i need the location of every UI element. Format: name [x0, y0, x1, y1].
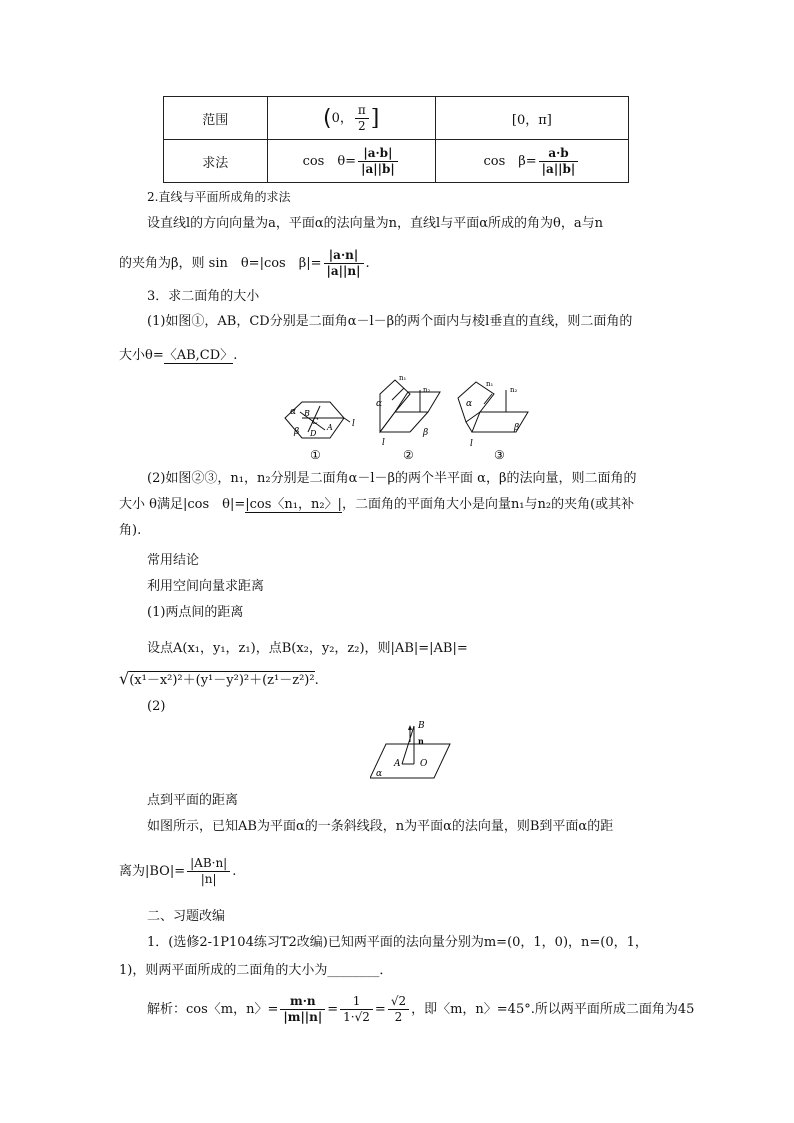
- label-A: A: [327, 423, 333, 432]
- table-cell: cos β= $\frac{a\cdot b}{|a||b|}$: [435, 140, 628, 183]
- label-C: C: [312, 417, 319, 426]
- label-B: B: [304, 409, 310, 418]
- sub-heading: 利用空间向量求距离: [147, 579, 265, 594]
- list-item: (2): [147, 699, 166, 714]
- paragraph-line: 设直线l的方向向量为a，平面α的法向量为n，直线l与平面α所成的角为θ，a与n: [147, 216, 603, 231]
- solution-line: 解析：cos〈m，n〉= $\frac{m\cdot n}{|m||n|}$ = $\frac{1}{1\cdot√2}$ = $\frac{√2}{2}$ ，即〈m，n〉=45°.所以两平面所成二面角为45: [147, 994, 695, 1024]
- label-alpha: α: [466, 399, 473, 409]
- paragraph-line: 离为|BO|= $\frac{|AB\cdot n|}{|n|}$ .: [119, 856, 237, 886]
- table-row: [164, 140, 629, 183]
- sqrt-expression: √(x¹－x²)²＋(y¹－y²)²＋(z¹－z²)².: [119, 669, 319, 688]
- label-alpha: α: [376, 769, 383, 779]
- section-heading: 二、习题改编: [147, 909, 226, 924]
- question-line: 1．(选修2-1P104练习T2改编)已知两平面的法向量分别为m=(0，1，0)，n=(0，1，: [147, 935, 648, 950]
- paragraph-line: 角).: [119, 523, 142, 538]
- label-l: l: [382, 438, 385, 448]
- table-cell: 求法: [164, 140, 268, 183]
- label-beta: β: [423, 428, 429, 438]
- label-n1: n₁: [399, 374, 407, 382]
- label-n: n: [418, 736, 424, 746]
- section-heading: 2.直线与平面所成角的求法: [147, 190, 291, 204]
- paragraph-line: 的夹角为β，则 sin θ=|cos β|= $\frac{|a\cdot n|}{|a||n|}$ .: [119, 248, 370, 278]
- label-l: l: [470, 439, 473, 449]
- label-alpha: α: [290, 407, 297, 417]
- label-D: D: [310, 429, 317, 438]
- label-A: A: [394, 759, 401, 769]
- fig-label: ③: [494, 448, 505, 462]
- figure-2: [380, 380, 440, 432]
- point-plane-figure: [370, 716, 452, 782]
- angle-table: [163, 96, 629, 183]
- table-cell: 范围: [164, 97, 268, 140]
- label-n2: n₂: [423, 386, 431, 394]
- paragraph-line: (2)如图②③，n₁，n₂分别是二面角α－l－β的两个半平面 α，β的法向量，则二面角的: [147, 471, 637, 486]
- table-row: [164, 97, 629, 140]
- label-n1: n₁: [486, 380, 494, 388]
- paragraph-line: (1)如图①，AB，CD分别是二面角α－l－β的两个面内与棱l垂直的直线，则二面角的: [147, 314, 633, 329]
- table-cell: [0，π]: [435, 97, 628, 140]
- fig-label: ①: [310, 448, 321, 462]
- paragraph-line: 设点A(x₁，y₁，z₁)，点B(x₂，y₂，z₂)，则|AB|=|AB|=: [147, 641, 468, 656]
- list-item: (1)两点间的距离: [147, 605, 244, 620]
- label-alpha: α: [376, 399, 383, 409]
- table-cell: (0， $\frac{\pi}{2}$ ]: [267, 97, 435, 140]
- sub-heading: 点到平面的距离: [147, 793, 239, 808]
- dihedral-figures: [280, 372, 550, 464]
- label-beta: β: [514, 423, 520, 433]
- label-B: B: [418, 721, 425, 731]
- label-n2: n₂: [510, 386, 518, 394]
- question-line: 1)，则两平面所成的二面角的大小为________．: [119, 963, 393, 978]
- paragraph-line: 如图所示，已知AB为平面α的一条斜线段，n为平面α的法向量，则B到平面α的距: [147, 819, 614, 834]
- label-l: l: [352, 419, 355, 429]
- section-heading: 3．求二面角的大小: [147, 289, 260, 304]
- fig-label: ②: [403, 448, 414, 462]
- table-cell: cos θ= $\frac{|a\cdot b|}{|a||b|}$: [267, 140, 435, 183]
- paragraph-line: 大小θ=〈AB,CD〉.: [119, 348, 238, 363]
- label-O: O: [420, 759, 428, 769]
- paragraph-line: 大小 θ满足|cos θ|=|cos〈n₁，n₂〉|，二面角的平面角大小是向量n₁与n₂的夹角(或其补: [119, 497, 635, 512]
- section-heading: 常用结论: [147, 553, 200, 568]
- label-beta: β: [294, 427, 300, 437]
